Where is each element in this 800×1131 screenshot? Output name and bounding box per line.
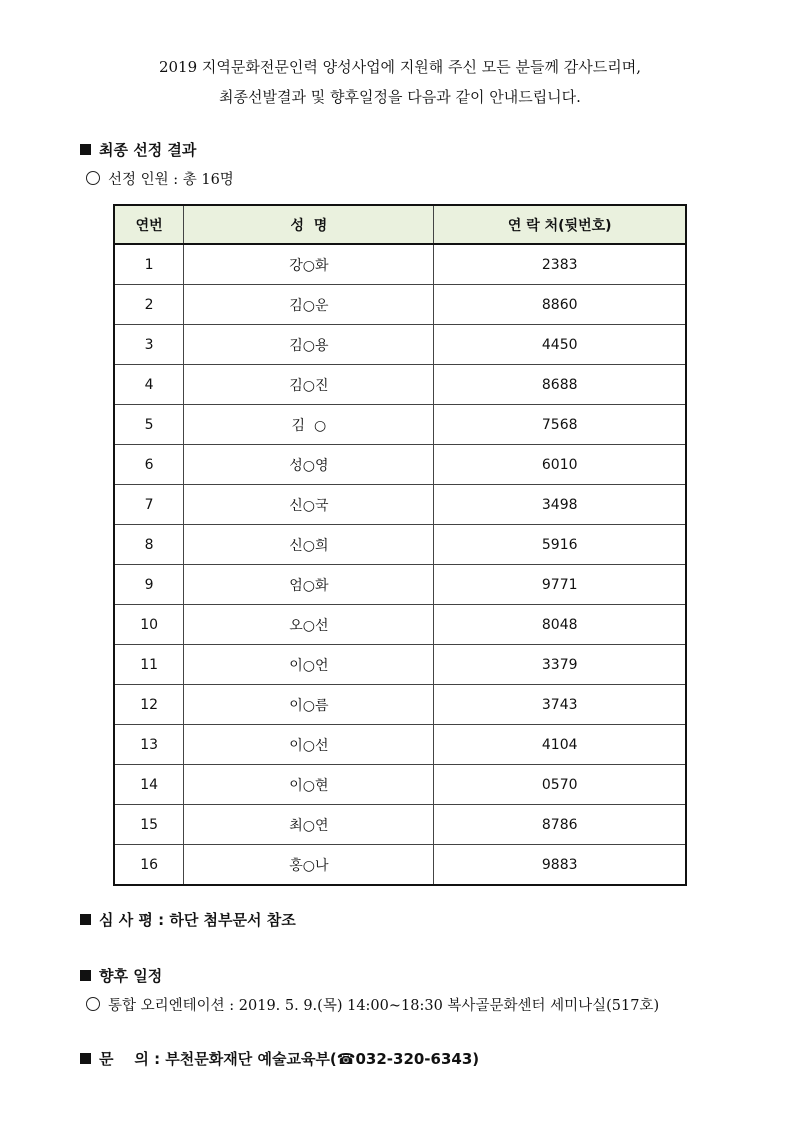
header-number: 연번: [114, 205, 184, 244]
square-bullet-icon: [80, 1053, 91, 1064]
table-row: [114, 645, 686, 685]
table-row: [114, 244, 686, 285]
row-name: 홍○나: [184, 845, 434, 886]
row-name: 이○선: [184, 725, 434, 765]
table-row: [114, 725, 686, 765]
row-phone: 4450: [434, 325, 686, 365]
row-number: 13: [114, 725, 184, 765]
row-number: 2: [114, 285, 184, 325]
selection-count: [86, 168, 234, 189]
row-number: 16: [114, 845, 184, 886]
row-phone: 4104: [434, 725, 686, 765]
row-phone: 3498: [434, 485, 686, 525]
row-name: 강○화: [184, 244, 434, 285]
row-name: 최○연: [184, 805, 434, 845]
row-name: 오○선: [184, 605, 434, 645]
circle-bullet-icon: [86, 997, 100, 1011]
table-row: [114, 525, 686, 565]
row-phone: 9771: [434, 565, 686, 605]
schedule-item: [86, 994, 659, 1015]
table-header-row: [114, 205, 686, 244]
row-phone: 7568: [434, 405, 686, 445]
table-row: [114, 845, 686, 886]
row-name: 이○름: [184, 685, 434, 725]
section-final-result: [80, 139, 196, 160]
square-bullet-icon: [80, 914, 91, 925]
row-number: 10: [114, 605, 184, 645]
table-row: [114, 325, 686, 365]
row-number: 6: [114, 445, 184, 485]
table-row: [114, 565, 686, 605]
section-title: 향후 일정: [99, 967, 163, 985]
row-number: 7: [114, 485, 184, 525]
header-name: 성 명: [184, 205, 434, 244]
table-row: [114, 485, 686, 525]
section-title: 최종 선정 결과: [99, 141, 197, 159]
row-phone: 2383: [434, 244, 686, 285]
section-schedule: [80, 965, 162, 986]
row-name: 김○진: [184, 365, 434, 405]
header-contact: 연 락 처(뒷번호): [434, 205, 686, 244]
section-contact: [80, 1048, 479, 1069]
row-phone: 3379: [434, 645, 686, 685]
table-row: [114, 805, 686, 845]
row-number: 14: [114, 765, 184, 805]
row-number: 15: [114, 805, 184, 845]
intro-text: [0, 52, 800, 112]
review-text: 심 사 평 : 하단 첨부문서 참조: [99, 911, 296, 929]
row-phone: 8860: [434, 285, 686, 325]
row-name: 김 ○: [184, 405, 434, 445]
row-name: 신○국: [184, 485, 434, 525]
table-row: [114, 405, 686, 445]
selection-table: [113, 204, 687, 886]
row-number: 11: [114, 645, 184, 685]
table-row: [114, 285, 686, 325]
row-phone: 5916: [434, 525, 686, 565]
row-number: 5: [114, 405, 184, 445]
row-name: 이○언: [184, 645, 434, 685]
square-bullet-icon: [80, 144, 91, 155]
schedule-item-text: 통합 오리엔테이션 : 2019. 5. 9.(목) 14:00~18:30 복사골문화센터 세미나실(517호): [108, 998, 660, 1014]
table-row: [114, 765, 686, 805]
row-name: 김○운: [184, 285, 434, 325]
row-phone: 3743: [434, 685, 686, 725]
table-row: [114, 685, 686, 725]
row-number: 9: [114, 565, 184, 605]
row-phone: 0570: [434, 765, 686, 805]
row-number: 4: [114, 365, 184, 405]
table-row: [114, 605, 686, 645]
row-name: 이○현: [184, 765, 434, 805]
row-number: 12: [114, 685, 184, 725]
selection-count-text: 선정 인원 : 총 16명: [108, 172, 234, 188]
table-row: [114, 445, 686, 485]
row-number: 8: [114, 525, 184, 565]
row-phone: 8786: [434, 805, 686, 845]
row-name: 엄○화: [184, 565, 434, 605]
row-phone: 8688: [434, 365, 686, 405]
row-phone: 9883: [434, 845, 686, 886]
row-name: 김○용: [184, 325, 434, 365]
row-name: 신○희: [184, 525, 434, 565]
circle-bullet-icon: [86, 171, 100, 185]
row-name: 성○영: [184, 445, 434, 485]
intro-line-1: 2019 지역문화전문인력 양성사업에 지원해 주신 모든 분들께 감사드리며,: [158, 58, 642, 76]
row-number: 3: [114, 325, 184, 365]
row-phone: 8048: [434, 605, 686, 645]
section-review: [80, 909, 296, 930]
contact-text: 문 의 : 부천문화재단 예술교육부(☎032-320-6343): [99, 1050, 480, 1068]
row-phone: 6010: [434, 445, 686, 485]
table-row: [114, 365, 686, 405]
intro-line-2: 최종선발결과 및 향후일정을 다음과 같이 안내드립니다.: [219, 88, 581, 106]
square-bullet-icon: [80, 970, 91, 981]
row-number: 1: [114, 244, 184, 285]
